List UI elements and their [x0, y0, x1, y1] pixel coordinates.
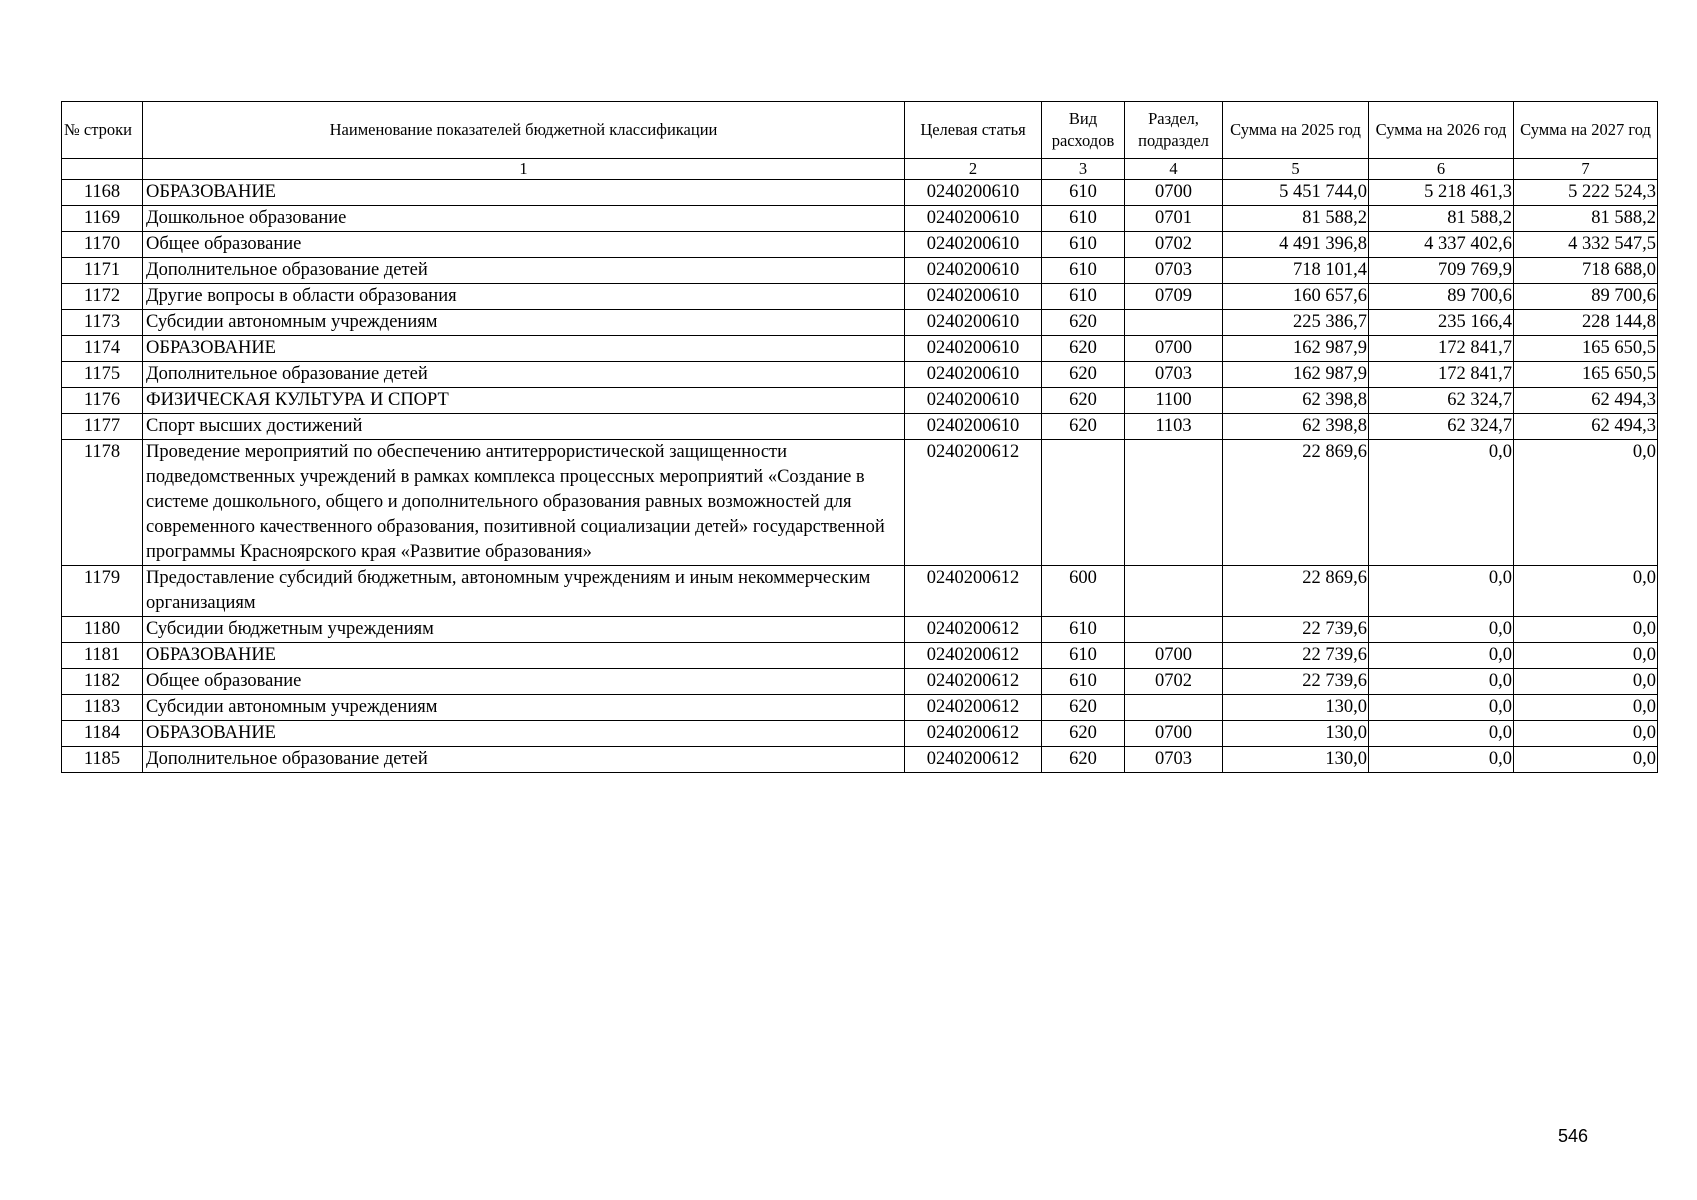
row-number-cell: 1173	[62, 310, 143, 336]
target-cell: 0240200610	[905, 310, 1042, 336]
sum-2027-cell: 0,0	[1514, 721, 1658, 747]
sum-2025-cell: 225 386,7	[1223, 310, 1369, 336]
kind-cell: 620	[1042, 414, 1125, 440]
table-row	[62, 414, 1658, 440]
column-number	[62, 159, 143, 180]
column-number: 1	[143, 159, 905, 180]
target-cell: 0240200612	[905, 695, 1042, 721]
row-number-cell: 1169	[62, 206, 143, 232]
column-number: 6	[1369, 159, 1514, 180]
table-body	[62, 180, 1658, 773]
table-row	[62, 310, 1658, 336]
sum-2025-cell: 160 657,6	[1223, 284, 1369, 310]
sum-2025-cell: 22 739,6	[1223, 669, 1369, 695]
section-cell: 0701	[1125, 206, 1223, 232]
section-cell: 0700	[1125, 721, 1223, 747]
sum-2027-cell: 81 588,2	[1514, 206, 1658, 232]
sum-2027-cell: 165 650,5	[1514, 336, 1658, 362]
row-number-cell: 1168	[62, 180, 143, 206]
row-number-cell: 1172	[62, 284, 143, 310]
sum-2027-cell: 228 144,8	[1514, 310, 1658, 336]
header-name: Наименование показателей бюджетной классификации	[143, 102, 905, 159]
name-cell: Дополнительное образование детей	[143, 362, 905, 388]
table-row	[62, 232, 1658, 258]
section-cell: 1103	[1125, 414, 1223, 440]
sum-2026-cell: 0,0	[1369, 643, 1514, 669]
name-cell: Проведение мероприятий по обеспечению антитеррористической защищенности подведомственных учреждений в рамках комплекса процессных мероприятий «Создание в системе дошкольного, общего и дополнительного образования равных возможностей для современного качественного образования, позитивной социализации детей» государственной программы Красноярского края «Развитие образования»	[143, 440, 905, 566]
name-cell: Субсидии автономным учреждениям	[143, 310, 905, 336]
header-sum-2027: Сумма на 2027 год	[1514, 102, 1658, 159]
sum-2026-cell: 5 218 461,3	[1369, 180, 1514, 206]
sum-2027-cell: 0,0	[1514, 566, 1658, 617]
name-cell: ОБРАЗОВАНИЕ	[143, 180, 905, 206]
name-cell: ФИЗИЧЕСКАЯ КУЛЬТУРА И СПОРТ	[143, 388, 905, 414]
row-number-cell: 1171	[62, 258, 143, 284]
table-row	[62, 617, 1658, 643]
section-cell	[1125, 695, 1223, 721]
sum-2026-cell: 89 700,6	[1369, 284, 1514, 310]
name-cell: ОБРАЗОВАНИЕ	[143, 721, 905, 747]
sum-2025-cell: 718 101,4	[1223, 258, 1369, 284]
row-number-cell: 1185	[62, 747, 143, 773]
table-row	[62, 336, 1658, 362]
section-cell: 0703	[1125, 362, 1223, 388]
budget-table	[61, 101, 1658, 773]
table-row	[62, 258, 1658, 284]
sum-2025-cell: 22 739,6	[1223, 617, 1369, 643]
row-number-cell: 1184	[62, 721, 143, 747]
target-cell: 0240200610	[905, 414, 1042, 440]
section-cell: 0700	[1125, 643, 1223, 669]
sum-2027-cell: 89 700,6	[1514, 284, 1658, 310]
target-cell: 0240200610	[905, 284, 1042, 310]
column-number-row	[62, 159, 1658, 180]
kind-cell: 620	[1042, 721, 1125, 747]
sum-2027-cell: 4 332 547,5	[1514, 232, 1658, 258]
section-cell	[1125, 617, 1223, 643]
target-cell: 0240200612	[905, 643, 1042, 669]
table-row	[62, 566, 1658, 617]
sum-2026-cell: 709 769,9	[1369, 258, 1514, 284]
page-number: 546	[1558, 1126, 1589, 1146]
kind-cell: 610	[1042, 258, 1125, 284]
row-number-cell: 1170	[62, 232, 143, 258]
kind-cell: 610	[1042, 617, 1125, 643]
name-cell: Дополнительное образование детей	[143, 747, 905, 773]
section-cell: 0702	[1125, 232, 1223, 258]
column-number: 5	[1223, 159, 1369, 180]
table-row	[62, 180, 1658, 206]
sum-2027-cell: 0,0	[1514, 617, 1658, 643]
section-cell: 1100	[1125, 388, 1223, 414]
target-cell: 0240200610	[905, 258, 1042, 284]
section-cell: 0703	[1125, 258, 1223, 284]
section-cell: 0709	[1125, 284, 1223, 310]
sum-2026-cell: 0,0	[1369, 721, 1514, 747]
sum-2025-cell: 22 869,6	[1223, 566, 1369, 617]
kind-cell: 600	[1042, 566, 1125, 617]
target-cell: 0240200612	[905, 721, 1042, 747]
row-number-cell: 1183	[62, 695, 143, 721]
row-number-cell: 1179	[62, 566, 143, 617]
kind-cell: 620	[1042, 388, 1125, 414]
sum-2025-cell: 62 398,8	[1223, 414, 1369, 440]
table-row	[62, 669, 1658, 695]
kind-cell: 610	[1042, 180, 1125, 206]
sum-2026-cell: 0,0	[1369, 440, 1514, 566]
sum-2025-cell: 81 588,2	[1223, 206, 1369, 232]
sum-2026-cell: 0,0	[1369, 695, 1514, 721]
name-cell: ОБРАЗОВАНИЕ	[143, 336, 905, 362]
name-cell: Другие вопросы в области образования	[143, 284, 905, 310]
kind-cell: 620	[1042, 310, 1125, 336]
target-cell: 0240200612	[905, 669, 1042, 695]
table-row	[62, 721, 1658, 747]
kind-cell: 620	[1042, 695, 1125, 721]
name-cell: Дополнительное образование детей	[143, 258, 905, 284]
sum-2027-cell: 718 688,0	[1514, 258, 1658, 284]
kind-cell: 620	[1042, 336, 1125, 362]
sum-2026-cell: 235 166,4	[1369, 310, 1514, 336]
kind-cell: 620	[1042, 362, 1125, 388]
sum-2026-cell: 0,0	[1369, 617, 1514, 643]
sum-2026-cell: 81 588,2	[1369, 206, 1514, 232]
sum-2026-cell: 0,0	[1369, 669, 1514, 695]
column-number: 2	[905, 159, 1042, 180]
table-row	[62, 284, 1658, 310]
target-cell: 0240200612	[905, 440, 1042, 566]
column-number: 3	[1042, 159, 1125, 180]
row-number-cell: 1181	[62, 643, 143, 669]
sum-2027-cell: 0,0	[1514, 695, 1658, 721]
target-cell: 0240200610	[905, 336, 1042, 362]
sum-2026-cell: 0,0	[1369, 566, 1514, 617]
target-cell: 0240200610	[905, 180, 1042, 206]
target-cell: 0240200612	[905, 747, 1042, 773]
sum-2027-cell: 0,0	[1514, 669, 1658, 695]
kind-cell: 610	[1042, 232, 1125, 258]
table-row	[62, 206, 1658, 232]
row-number-cell: 1182	[62, 669, 143, 695]
sum-2025-cell: 130,0	[1223, 695, 1369, 721]
header-section: Раздел, подраздел	[1125, 102, 1223, 159]
kind-cell: 610	[1042, 669, 1125, 695]
target-cell: 0240200612	[905, 566, 1042, 617]
sum-2025-cell: 162 987,9	[1223, 362, 1369, 388]
kind-cell: 610	[1042, 643, 1125, 669]
kind-cell: 610	[1042, 284, 1125, 310]
section-cell: 0700	[1125, 180, 1223, 206]
column-number: 4	[1125, 159, 1223, 180]
sum-2025-cell: 130,0	[1223, 721, 1369, 747]
name-cell: Субсидии бюджетным учреждениям	[143, 617, 905, 643]
header-row	[62, 102, 1658, 159]
section-cell	[1125, 440, 1223, 566]
target-cell: 0240200610	[905, 388, 1042, 414]
sum-2027-cell: 0,0	[1514, 747, 1658, 773]
sum-2027-cell: 62 494,3	[1514, 414, 1658, 440]
section-cell: 0703	[1125, 747, 1223, 773]
section-cell	[1125, 310, 1223, 336]
kind-cell: 620	[1042, 747, 1125, 773]
row-number-cell: 1178	[62, 440, 143, 566]
header-sum-2025: Сумма на 2025 год	[1223, 102, 1369, 159]
target-cell: 0240200612	[905, 617, 1042, 643]
name-cell: Общее образование	[143, 232, 905, 258]
name-cell: ОБРАЗОВАНИЕ	[143, 643, 905, 669]
table-row	[62, 388, 1658, 414]
sum-2025-cell: 22 739,6	[1223, 643, 1369, 669]
row-number-cell: 1180	[62, 617, 143, 643]
header-sum-2026: Сумма на 2026 год	[1369, 102, 1514, 159]
name-cell: Дошкольное образование	[143, 206, 905, 232]
table-row	[62, 747, 1658, 773]
sum-2027-cell: 165 650,5	[1514, 362, 1658, 388]
row-number-cell: 1176	[62, 388, 143, 414]
header-row-number: № строки	[62, 102, 143, 159]
name-cell: Субсидии автономным учреждениям	[143, 695, 905, 721]
section-cell: 0702	[1125, 669, 1223, 695]
sum-2026-cell: 172 841,7	[1369, 336, 1514, 362]
sum-2027-cell: 0,0	[1514, 643, 1658, 669]
row-number-cell: 1177	[62, 414, 143, 440]
target-cell: 0240200610	[905, 206, 1042, 232]
sum-2025-cell: 162 987,9	[1223, 336, 1369, 362]
row-number-cell: 1175	[62, 362, 143, 388]
sum-2025-cell: 4 491 396,8	[1223, 232, 1369, 258]
row-number-cell: 1174	[62, 336, 143, 362]
target-cell: 0240200610	[905, 362, 1042, 388]
kind-cell	[1042, 440, 1125, 566]
name-cell: Спорт высших достижений	[143, 414, 905, 440]
sum-2027-cell: 62 494,3	[1514, 388, 1658, 414]
sum-2026-cell: 62 324,7	[1369, 388, 1514, 414]
table-row	[62, 440, 1658, 566]
table-row	[62, 362, 1658, 388]
column-number: 7	[1514, 159, 1658, 180]
sum-2026-cell: 172 841,7	[1369, 362, 1514, 388]
section-cell	[1125, 566, 1223, 617]
header-kind: Вид расходов	[1042, 102, 1125, 159]
sum-2027-cell: 0,0	[1514, 440, 1658, 566]
sum-2027-cell: 5 222 524,3	[1514, 180, 1658, 206]
sum-2025-cell: 22 869,6	[1223, 440, 1369, 566]
target-cell: 0240200610	[905, 232, 1042, 258]
sum-2026-cell: 62 324,7	[1369, 414, 1514, 440]
name-cell: Общее образование	[143, 669, 905, 695]
header-target: Целевая статья	[905, 102, 1042, 159]
table-row	[62, 643, 1658, 669]
table-row	[62, 695, 1658, 721]
kind-cell: 610	[1042, 206, 1125, 232]
sum-2026-cell: 0,0	[1369, 747, 1514, 773]
sum-2025-cell: 5 451 744,0	[1223, 180, 1369, 206]
sum-2025-cell: 130,0	[1223, 747, 1369, 773]
name-cell: Предоставление субсидий бюджетным, автономным учреждениям и иным некоммерческим организациям	[143, 566, 905, 617]
sum-2025-cell: 62 398,8	[1223, 388, 1369, 414]
sum-2026-cell: 4 337 402,6	[1369, 232, 1514, 258]
section-cell: 0700	[1125, 336, 1223, 362]
